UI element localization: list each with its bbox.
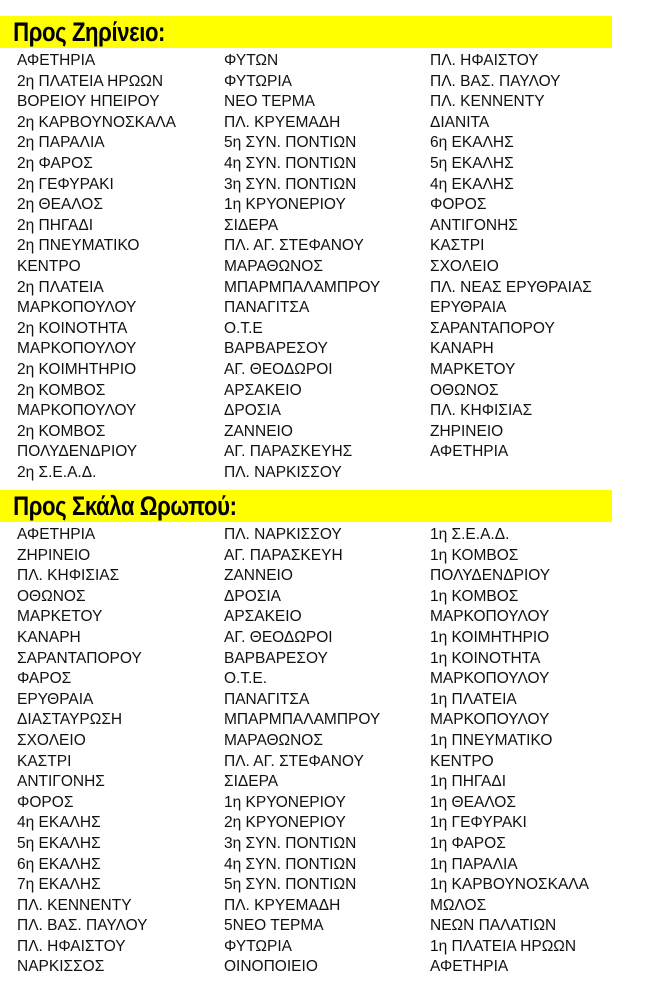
stop-item: 1η ΠΑΡΑΛΙΑ	[430, 855, 518, 873]
stop-item: ΜΑΡΚΟΠΟΥΛΟΥ	[430, 670, 550, 688]
stop-item: 1η Σ.Ε.Α.Δ.	[430, 526, 510, 543]
stop-item: ΚΕΝΤΡΟ	[17, 257, 81, 275]
stop-item: ΜΑΡΚΟΠΟΥΛΟΥ	[430, 608, 550, 626]
stop-item: 1η ΦΑΡΟΣ	[430, 834, 506, 852]
stop-item: ΖΗΡΙΝΕΙΟ	[17, 546, 91, 564]
stop-item: ΦΥΤΩΡΙΑ	[224, 72, 292, 90]
stop-item: ΖΑΝΝΕΙΟ	[224, 422, 293, 440]
stop-item: 2η ΚΟΙΝΟΤΗΤΑ	[17, 319, 128, 337]
stop-item: ΠΛ. ΚΡΥΕΜΑΔΗ	[224, 113, 341, 131]
stop-item: 1η ΠΛΑΤΕΙΑ	[430, 690, 517, 708]
stop-list-column	[430, 51, 592, 463]
stop-item: ΦΟΡΟΣ	[430, 196, 487, 214]
stop-item: 4η ΣΥΝ. ΠΟΝΤΙΩΝ	[224, 855, 357, 873]
stop-item: 5ΝΕΟ ΤΕΡΜΑ	[224, 917, 324, 935]
stop-item: ΑΦΕΤΗΡΙΑ	[17, 526, 96, 543]
stop-item: ΟΘΩΝΟΣ	[17, 587, 86, 605]
stop-item: ΠΑΝΑΓΙΤΣΑ	[224, 299, 310, 317]
stop-item: 2η ΓΕΦΥΡΑΚΙ	[17, 175, 114, 193]
stop-item: 2η ΠΛΑΤΕΙΑ ΗΡΩΩΝ	[17, 72, 164, 90]
stop-item: ΜΠΑΡΜΠΑΛΑΜΠΡΟΥ	[224, 711, 381, 729]
stop-item: ΜΑΡΚΟΠΟΥΛΟΥ	[17, 340, 137, 358]
stop-item: ΔΡΟΣΙΑ	[224, 587, 281, 605]
stop-item: ΣΑΡΑΝΤΑΠΟΡΟΥ	[430, 319, 555, 337]
stop-item: ΑΦΕΤΗΡΙΑ	[430, 443, 509, 461]
stop-item: ΒΑΡΒΑΡΕΣΟΥ	[224, 340, 328, 358]
stop-item: ΠΛ. ΗΦΑΙΣΤΟΥ	[17, 937, 126, 955]
stop-item: ΣΧΟΛΕΙΟ	[430, 257, 499, 275]
stop-item: ΑΓ. ΠΑΡΑΣΚΕΥΗΣ	[224, 443, 353, 461]
stop-item: ΖΑΝΝΕΙΟ	[224, 567, 293, 585]
stop-item: ΚΕΝΤΡΟ	[430, 752, 494, 770]
stop-item: ΠΛ. ΝΑΡΚΙΣΣΟΥ	[224, 463, 342, 481]
stop-item: ΒΟΡΕΙΟΥ ΗΠΕΙΡΟΥ	[17, 93, 160, 111]
stop-item: ΣΧΟΛΕΙΟ	[17, 731, 86, 749]
stop-item: ΜΑΡΚΟΠΟΥΛΟΥ	[17, 402, 137, 420]
stop-item: 1η ΓΕΦΥΡΑΚΙ	[430, 814, 527, 832]
stop-list-column	[224, 525, 380, 978]
stop-item: 5η ΕΚΑΛΗΣ	[430, 154, 514, 172]
stop-item: ΠΛ. ΚΕΝΝΕΝΤΥ	[17, 896, 132, 914]
stop-item: 1η ΚΟΙΜΗΤΗΡΙΟ	[430, 628, 550, 646]
stop-item: 1η ΠΝΕΥΜΑΤΙΚΟ	[430, 731, 553, 749]
stop-item: ΔΙΑΣΤΑΥΡΩΣΗ	[17, 711, 123, 729]
stop-item: ΝΑΡΚΙΣΣΟΣ	[17, 958, 105, 976]
stop-item: ΜΑΡΚΟΠΟΥΛΟΥ	[17, 299, 137, 317]
stop-item: 1η ΚΟΜΒΟΣ	[430, 587, 519, 605]
section-title-zirineio: Προς Ζηρίνειο:	[13, 17, 166, 47]
stop-item: ΠΛ. ΒΑΣ. ΠΑΥΛΟΥ	[430, 72, 561, 90]
stop-item: ΝΕΟ ΤΕΡΜΑ	[224, 93, 316, 111]
stop-item: ΣΙΔΕΡΑ	[224, 216, 279, 234]
stop-item: 5η ΣΥΝ. ΠΟΝΤΙΩΝ	[224, 876, 357, 894]
stop-item: ΠΛ. ΚΡΥΕΜΑΔΗ	[224, 896, 341, 914]
stop-item: ΠΟΛΥΔΕΝΔΡΙΟΥ	[17, 443, 138, 461]
stop-item: 2η ΠΝΕΥΜΑΤΙΚΟ	[17, 237, 140, 255]
stop-item: 1η ΚΟΙΝΟΤΗΤΑ	[430, 649, 541, 667]
stop-item: ΜΑΡΚΕΤΟΥ	[17, 608, 103, 626]
stop-item: 1η ΘΕΑΛΟΣ	[430, 793, 516, 811]
stop-item: ΟΙΝΟΠΟΙΕΙΟ	[224, 958, 318, 976]
stop-item: 2η ΚΡΥΟΝΕΡΙΟΥ	[224, 814, 346, 832]
stop-item: ΣΙΔΕΡΑ	[224, 773, 279, 791]
stop-item: ΑΡΣΑΚΕΙΟ	[224, 381, 302, 399]
stop-item: 2η Σ.Ε.Α.Δ.	[17, 463, 97, 481]
stop-item: ΜΑΡΚΟΠΟΥΛΟΥ	[430, 711, 550, 729]
stop-item: ΠΛ. ΑΓ. ΣΤΕΦΑΝΟΥ	[224, 237, 364, 255]
stop-item: ΠΛ. ΝΑΡΚΙΣΣΟΥ	[224, 526, 342, 543]
stop-item: ΦΑΡΟΣ	[17, 670, 72, 688]
stop-item: 7η ΕΚΑΛΗΣ	[17, 876, 101, 894]
section-title-skala-oropou: Προς Σκάλα Ωρωπού:	[13, 491, 237, 521]
stop-item: 1η ΚΡΥΟΝΕΡΙΟΥ	[224, 793, 346, 811]
stop-list-column	[17, 525, 148, 978]
stop-item: 2η ΠΛΑΤΕΙΑ	[17, 278, 104, 296]
stop-item: ΜΑΡΚΕΤΟΥ	[430, 360, 516, 378]
stop-item: 6η ΕΚΑΛΗΣ	[430, 134, 514, 152]
stop-item: 1η ΚΡΥΟΝΕΡΙΟΥ	[224, 196, 346, 214]
stop-item: ΠΛ. ΝΕΑΣ ΕΡΥΘΡΑΙΑΣ	[430, 278, 592, 296]
stop-item: ΦΥΤΩΝ	[224, 52, 279, 69]
stop-item: ΑΓ. ΘΕΟΔΩΡΟΙ	[224, 628, 333, 646]
stop-item: ΕΡΥΘΡΑΙΑ	[430, 299, 507, 317]
stop-item: ΠΛ. ΚΕΝΝΕΝΤΥ	[430, 93, 545, 111]
stop-item: 2η ΠΗΓΑΔΙ	[17, 216, 94, 234]
stop-item: 1η ΚΟΜΒΟΣ	[430, 546, 519, 564]
stop-item: ΚΑΝΑΡΗ	[430, 340, 494, 358]
stop-item: ΠΑΝΑΓΙΤΣΑ	[224, 690, 310, 708]
stop-item: ΒΑΡΒΑΡΕΣΟΥ	[224, 649, 328, 667]
stop-item: ΜΠΑΡΜΠΑΛΑΜΠΡΟΥ	[224, 278, 381, 296]
stop-item: ΑΝΤΙΓΟΝΗΣ	[430, 216, 518, 234]
stop-item: ΕΡΥΘΡΑΙΑ	[17, 690, 94, 708]
stop-item: ΠΛ. ΚΗΦΙΣΙΑΣ	[430, 402, 533, 420]
section-header-skala-oropou	[0, 490, 612, 522]
stop-item: ΠΟΛΥΔΕΝΔΡΙΟΥ	[430, 567, 551, 585]
stop-item: 4η ΕΚΑΛΗΣ	[17, 814, 101, 832]
stop-item: 2η ΦΑΡΟΣ	[17, 154, 93, 172]
stop-list-column	[430, 525, 589, 978]
stop-item: ΑΓ. ΠΑΡΑΣΚΕΥΗ	[224, 546, 343, 564]
stop-item: 6η ΕΚΑΛΗΣ	[17, 855, 101, 873]
stop-item: ΑΦΕΤΗΡΙΑ	[17, 52, 96, 69]
stop-item: 2η ΚΟΜΒΟΣ	[17, 422, 106, 440]
stop-item: ΠΛ. ΗΦΑΙΣΤΟΥ	[430, 52, 539, 69]
stop-item: ΠΛ. ΒΑΣ. ΠΑΥΛΟΥ	[17, 917, 148, 935]
stop-item: ΦΟΡΟΣ	[17, 793, 74, 811]
stop-item: ΠΛ. ΚΗΦΙΣΙΑΣ	[17, 567, 120, 585]
stop-item: ΚΑΣΤΡΙ	[430, 237, 485, 255]
stop-item: 4η ΕΚΑΛΗΣ	[430, 175, 514, 193]
stop-item: ΟΘΩΝΟΣ	[430, 381, 499, 399]
section-header-zirineio	[0, 16, 612, 48]
stop-item: ΝΕΩΝ ΠΑΛΑΤΙΩΝ	[430, 917, 557, 935]
stop-item: Ο.Τ.Ε.	[224, 670, 268, 688]
stop-item: 3η ΣΥΝ. ΠΟΝΤΙΩΝ	[224, 834, 357, 852]
stop-item: 2η ΚΑΡΒΟΥΝΟΣΚΑΛΑ	[17, 113, 176, 131]
stop-item: 5η ΕΚΑΛΗΣ	[17, 834, 101, 852]
stop-item: ΑΦΕΤΗΡΙΑ	[430, 958, 509, 976]
stop-item: 1η ΠΗΓΑΔΙ	[430, 773, 507, 791]
stop-item: ΦΥΤΩΡΙΑ	[224, 937, 292, 955]
stop-item: 2η ΚΟΙΜΗΤΗΡΙΟ	[17, 360, 137, 378]
stop-item: ΖΗΡΙΝΕΙΟ	[430, 422, 504, 440]
stop-item: 1η ΚΑΡΒΟΥΝΟΣΚΑΛΑ	[430, 876, 589, 894]
stop-list-column	[224, 51, 380, 483]
stop-item: ΑΡΣΑΚΕΙΟ	[224, 608, 302, 626]
stop-item: ΔΙΑΝΙΤΑ	[430, 113, 490, 131]
stop-item: 5η ΣΥΝ. ΠΟΝΤΙΩΝ	[224, 134, 357, 152]
stop-item: ΚΑΣΤΡΙ	[17, 752, 72, 770]
stop-item: 2η ΘΕΑΛΟΣ	[17, 196, 103, 214]
stop-item: ΣΑΡΑΝΤΑΠΟΡΟΥ	[17, 649, 142, 667]
stop-item: ΚΑΝΑΡΗ	[17, 628, 81, 646]
stop-item: 1η ΠΛΑΤΕΙΑ ΗΡΩΩΝ	[430, 937, 577, 955]
stop-item: ΜΑΡΑΘΩΝΟΣ	[224, 257, 323, 275]
stop-item: ΔΡΟΣΙΑ	[224, 402, 281, 420]
stop-item: ΜΑΡΑΘΩΝΟΣ	[224, 731, 323, 749]
stop-item: 4η ΣΥΝ. ΠΟΝΤΙΩΝ	[224, 154, 357, 172]
stop-item: 3η ΣΥΝ. ΠΟΝΤΙΩΝ	[224, 175, 357, 193]
stop-item: ΑΝΤΙΓΟΝΗΣ	[17, 773, 105, 791]
stop-item: 2η ΚΟΜΒΟΣ	[17, 381, 106, 399]
stop-item: ΠΛ. ΑΓ. ΣΤΕΦΑΝΟΥ	[224, 752, 364, 770]
stop-item: 2η ΠΑΡΑΛΙΑ	[17, 134, 105, 152]
stop-item: Ο.Τ.Ε	[224, 319, 263, 337]
stop-item: ΑΓ. ΘΕΟΔΩΡΟΙ	[224, 360, 333, 378]
stop-list-column	[17, 51, 176, 483]
stop-item: ΜΩΛΟΣ	[430, 896, 487, 914]
